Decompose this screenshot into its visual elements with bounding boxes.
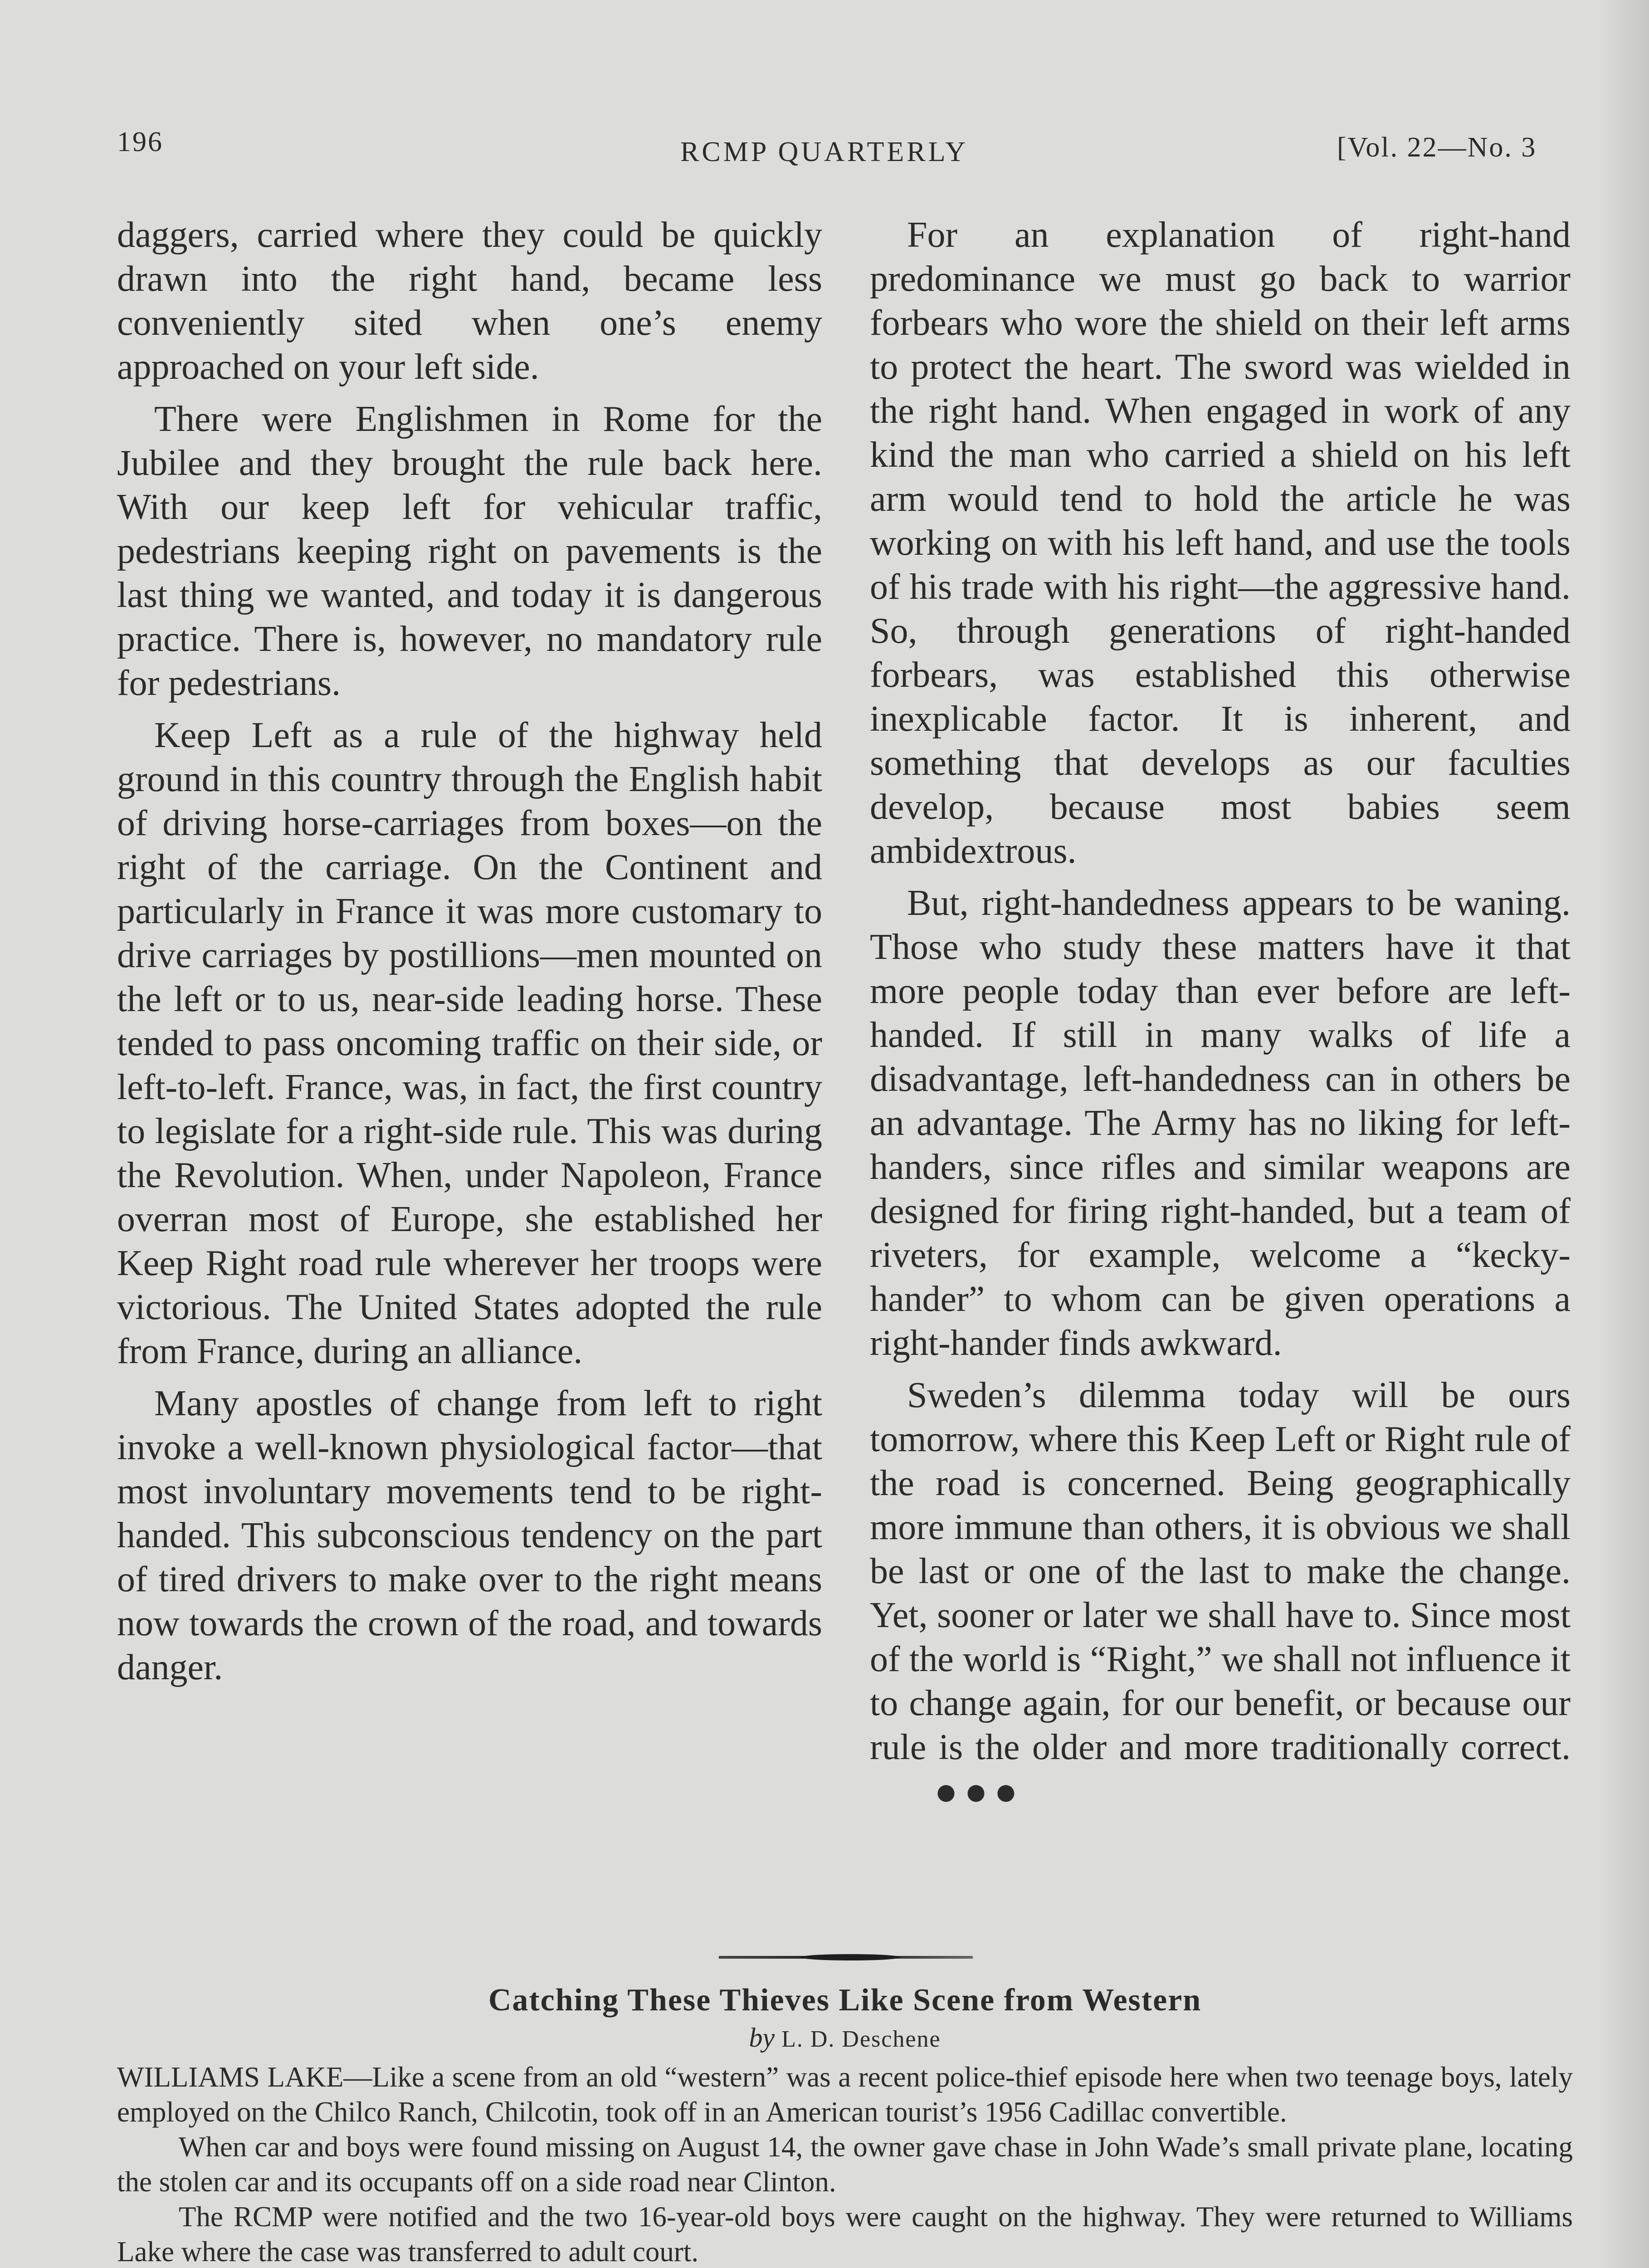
paragraph: For an explanation of right-hand predominance we must go back to warrior forbears who wore the shield on their left arms to protect the heart. The sword was wielded in the right hand. When engaged in work of any kind the man who carried a shield on his left arm would tend to hold the article he was working on with his left hand, and use the tools of his trade with his right—the aggressive hand. So, through generations of right-handed forbears, was established this otherwise inexplicable factor. It is inherent, and something that develops as our faculties develop, because most babies seem ambidextrous. [870, 215, 1571, 871]
left-column [117, 213, 822, 1698]
paragraph-text: Sweden’s dilemma today will be ours tomorrow, where this Keep Left or Right rule of the road is concerned. Being geographically more immune than others, it is obvious we shall be last or one of the last to make the change. Yet, sooner or later we shall have to. Since most of the world is “Right,” we shall not influence it to change again, for our benefit, or because our rule is the older and more traditionally correct. [870, 1375, 1571, 1767]
paragraph [870, 1374, 1571, 1815]
volume-issue: [Vol. 22—No. 3 [1337, 132, 1537, 163]
end-of-article-mark: ●●● [934, 1769, 1024, 1813]
paragraph: When car and boys were found missing on August 14, the owner gave chase in John Wade’s small private plane, locating the stolen car and its occupants off on a side road near Clinton. [117, 2131, 1573, 2198]
page-edge-shadow [1599, 0, 1649, 2268]
journal-title: RCMP QUARTERLY [680, 137, 969, 167]
paragraph: The RCMP were notified and the two 16-year-old boys were caught on the highway. They were returned to Williams Lake where the case was transferred to adult court. [117, 2201, 1573, 2268]
paragraph: Many apostles of change from left to right invoke a well-known physiological factor—that most involuntary movements tend to be right-handed. This subconscious tendency on the part of tired drivers to make over to the right means now towards the crown of the road, and towards danger. [117, 1383, 822, 1687]
right-column [870, 213, 1571, 1823]
paragraph: There were Englishmen in Rome for the Jubilee and they brought the rule back here. With our keep left for vehicular traffic, pedestrians keeping right on pavements is the last thing we wanted, and today it is dangerous practice. There is, however, no mandatory rule for pedestrians. [117, 399, 822, 703]
paragraph: But, right-handedness appears to be waning. Those who study these matters have it that more people today than ever before are left-handed. If still in many walks of life a disadvantage, left-handedness can in others be an advantage. The Army has no liking for left-handers, since rifles and similar weapons are designed for firing right-handed, but a team of riveters, for example, welcome a “kecky-hander” to whom can be given operations a right-hander finds awkward. [870, 883, 1571, 1363]
page-number: 196 [117, 127, 163, 157]
paragraph: WILLIAMS LAKE—Like a scene from an old “western” was a recent police-thief episode here when two teenage boys, lately employed on the Chilco Ranch, Chilcotin, took off in an American tourist’s 1956 Cadillac convertible. [117, 2061, 1573, 2128]
running-header [0, 122, 1649, 172]
paragraph: daggers, carried where they could be quickly drawn into the right hand, became less conveniently sited when one’s enemy approached on your left side. [117, 215, 822, 387]
byline-prefix: by [749, 2023, 775, 2053]
paragraph: Keep Left as a rule of the highway held ground in this country through the English habit of driving horse-carriages from boxes—on the right of the carriage. On the Continent and particularly in France it was more customary to drive carriages by postillions—men mounted on the left or to us, near-side leading horse. These tended to pass oncoming traffic on their side, or left-to-left. France, was, in fact, the first country to legislate for a right-side rule. This was during the Revolution. When, under Napoleon, France overran most of Europe, she established her Keep Right road rule wherever her troops were victorious. The United States adopted the rule from France, during an alliance. [117, 715, 822, 1371]
article-title: Catching These Thieves Like Scene from Western [488, 1983, 1202, 2018]
byline-author: L. D. Deschene [781, 2026, 941, 2052]
section-divider [719, 1956, 973, 1959]
news-article [117, 1982, 1573, 2268]
byline [117, 2022, 1573, 2053]
